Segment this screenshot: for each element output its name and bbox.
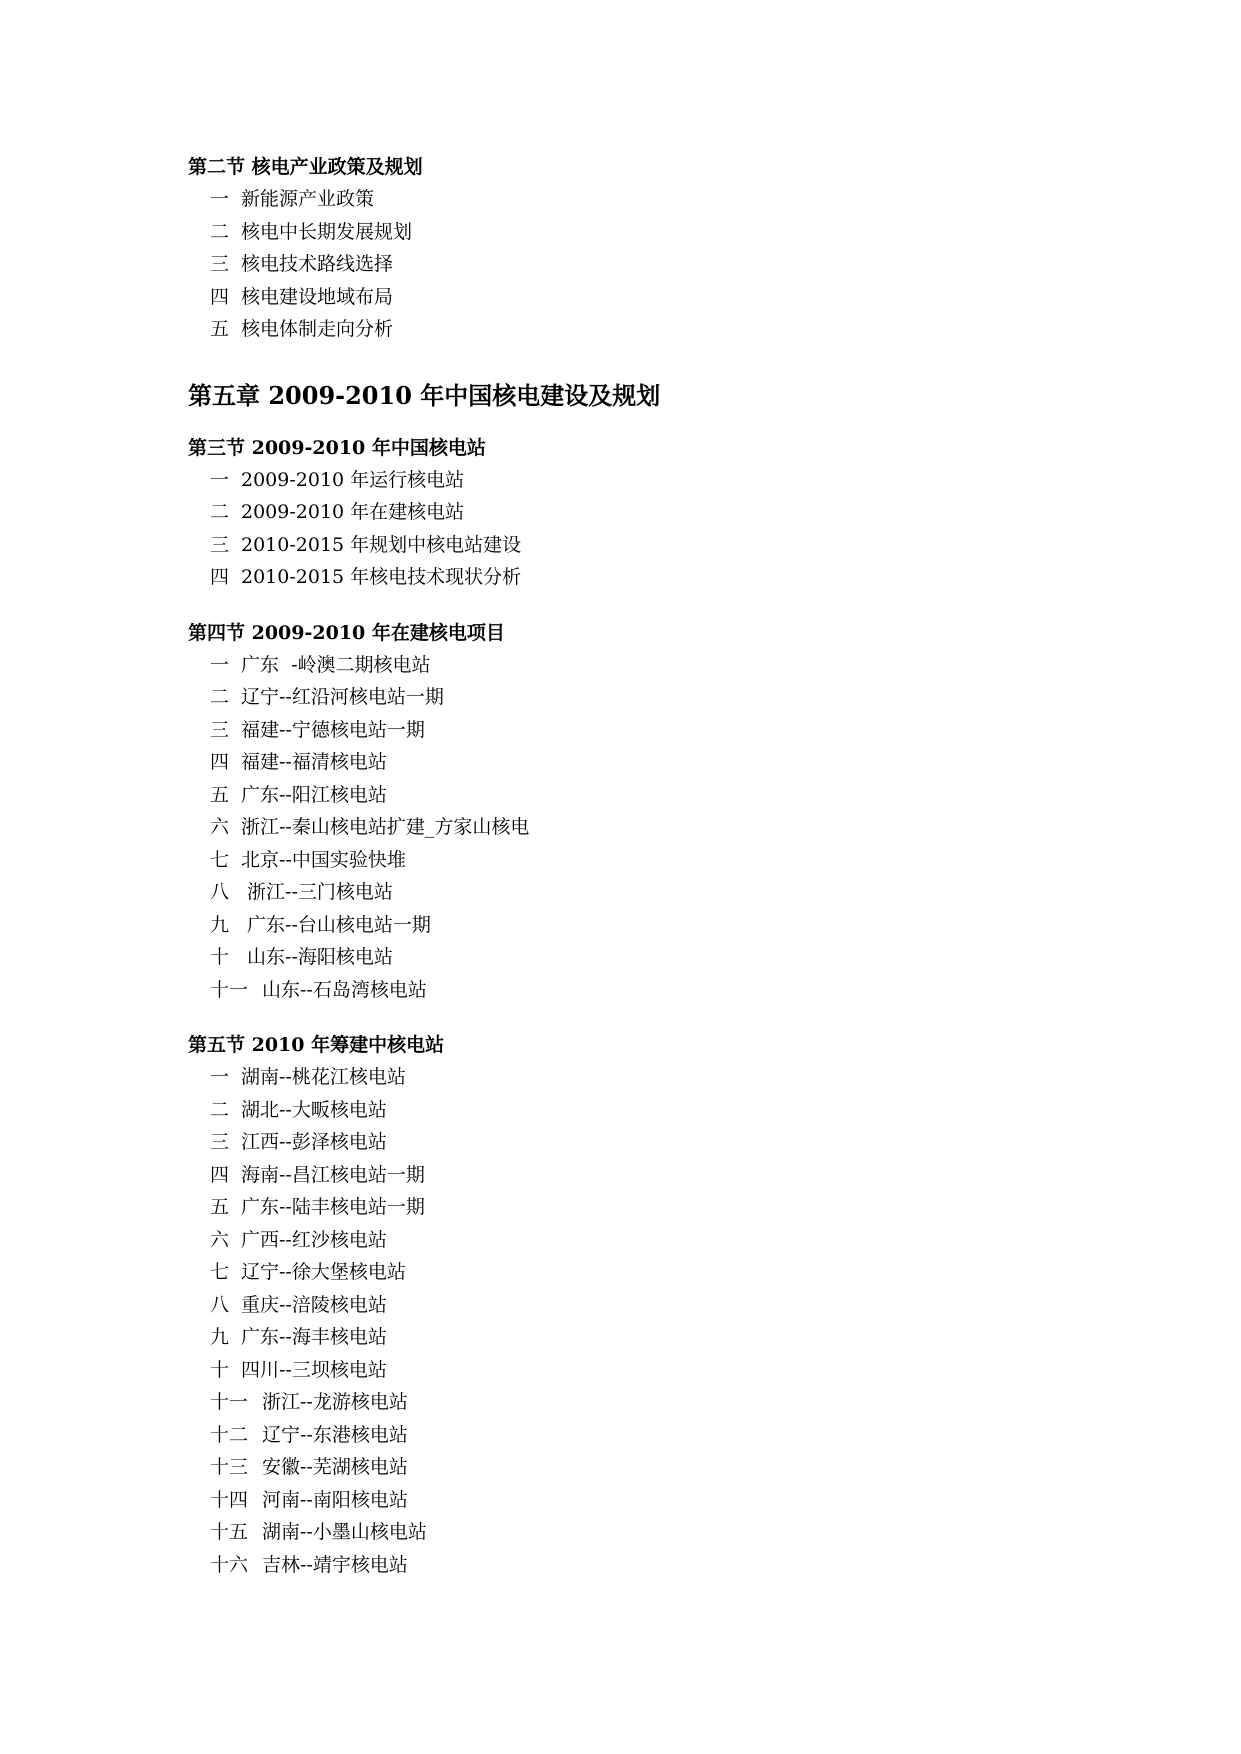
- toc-item: [188, 1354, 1088, 1387]
- toc-item-text: 广东--陆丰核电站一期: [241, 1196, 425, 1218]
- toc-item: [188, 1484, 1088, 1517]
- toc-item-number: 九: [210, 1326, 230, 1348]
- toc-item: [188, 1094, 1088, 1127]
- toc-item-text: 2010-2015 年规划中核电站建设: [241, 533, 522, 556]
- toc-item: [188, 1256, 1088, 1289]
- toc-item-number: 十: [210, 946, 230, 968]
- toc-item: [188, 1321, 1088, 1354]
- toc-item: [188, 681, 1088, 714]
- spacer: [188, 594, 1088, 617]
- toc-item: [188, 1289, 1088, 1322]
- toc-item: [188, 1386, 1088, 1419]
- toc-item-number: 六: [210, 1228, 230, 1251]
- toc-item-text: 2010-2015 年核电技术现状分析: [241, 566, 522, 588]
- toc-item-number: 八: [210, 881, 230, 903]
- toc-item-number: 一: [210, 1066, 230, 1088]
- toc-item: [188, 1126, 1088, 1159]
- toc-item-number: 一: [210, 653, 230, 676]
- toc-item-number: 十四: [210, 1488, 249, 1511]
- toc-item-number: 二: [210, 1098, 230, 1121]
- section-4-list: [188, 649, 1088, 1007]
- toc-item: [188, 529, 1088, 562]
- toc-item-number: 二: [210, 220, 230, 243]
- toc-item-number: 七: [210, 848, 230, 871]
- toc-item: [188, 1191, 1088, 1224]
- toc-item-number: 七: [210, 1261, 230, 1283]
- toc-item: [188, 281, 1088, 314]
- toc-item-text: 核电体制走向分析: [241, 318, 394, 340]
- toc-item-text: 吉林--靖宇核电站: [262, 1553, 408, 1576]
- toc-item-text: 江西--彭泽核电站: [241, 1131, 387, 1153]
- toc-item: [188, 844, 1088, 877]
- toc-item-text: 辽宁--红沿河核电站一期: [241, 686, 444, 708]
- toc-item-text: 安徽--芜湖核电站: [262, 1456, 408, 1478]
- toc-item-number: 十: [210, 1358, 230, 1381]
- toc-item-text: 河南--南阳核电站: [262, 1488, 408, 1511]
- toc-item-text: 浙江--秦山核电站扩建_方家山核电: [241, 816, 530, 838]
- toc-item-number: 四: [210, 566, 230, 588]
- toc-item-text: 广东 -岭澳二期核电站: [241, 653, 431, 676]
- section-2-title: 第二节 核电产业政策及规划: [188, 156, 423, 178]
- toc-item-text: 福建--宁德核电站一期: [241, 718, 425, 741]
- toc-item-text: 浙江--龙游核电站: [262, 1391, 408, 1413]
- toc-item-text: 核电中长期发展规划: [241, 220, 413, 243]
- toc-item-number: 十一: [210, 1391, 249, 1413]
- toc-item: [188, 779, 1088, 812]
- toc-item-number: 三: [210, 253, 230, 275]
- toc-item-text: 核电技术路线选择: [241, 253, 394, 275]
- toc-item-text: 山东--海阳核电站: [241, 946, 393, 968]
- toc-item-text: 山东--石岛湾核电站: [262, 978, 427, 1001]
- toc-item-number: 八: [210, 1293, 230, 1316]
- toc-item: [188, 941, 1088, 974]
- toc-item-number: 四: [210, 285, 230, 308]
- section-5-list: [188, 1061, 1088, 1581]
- toc-item: [188, 464, 1088, 497]
- section-5-title: 第五节 2010 年筹建中核电站: [188, 1034, 445, 1056]
- toc-item-text: 2009-2010 年在建核电站: [241, 501, 465, 523]
- toc-item: [188, 561, 1088, 594]
- toc-item-text: 重庆--涪陵核电站: [241, 1293, 387, 1316]
- toc-item-number: 十三: [210, 1456, 249, 1478]
- toc-item-number: 十一: [210, 978, 249, 1001]
- spacer: [188, 346, 1088, 376]
- toc-item-number: 十六: [210, 1553, 249, 1576]
- toc-item: [188, 1224, 1088, 1257]
- toc-item-number: 三: [210, 533, 230, 556]
- toc-item-number: 五: [210, 318, 230, 340]
- toc-item: [188, 876, 1088, 909]
- document-page: [188, 151, 1088, 1581]
- toc-item-number: 九: [210, 913, 230, 936]
- toc-item-text: 湖南--桃花江核电站: [241, 1066, 406, 1088]
- section-4-title: 第四节 2009-2010 年在建核电项目: [188, 621, 505, 644]
- toc-item-text: 辽宁--东港核电站: [262, 1423, 408, 1446]
- chapter-5-title: 第五章 2009-2010 年中国核电建设及规划: [188, 380, 661, 410]
- toc-item: [188, 714, 1088, 747]
- toc-item: [188, 649, 1088, 682]
- toc-item-number: 一: [210, 188, 230, 210]
- toc-item: [188, 811, 1088, 844]
- toc-item-text: 浙江--三门核电站: [241, 881, 393, 903]
- toc-item-number: 五: [210, 783, 230, 806]
- toc-item-text: 北京--中国实验快堆: [241, 848, 406, 871]
- toc-item-text: 四川--三坝核电站: [241, 1358, 387, 1381]
- section-3-title: 第三节 2009-2010 年中国核电站: [188, 436, 486, 459]
- toc-item: [188, 1159, 1088, 1192]
- toc-item: [188, 1516, 1088, 1549]
- toc-item-number: 十二: [210, 1423, 249, 1446]
- toc-item: [188, 1451, 1088, 1484]
- toc-item: [188, 313, 1088, 346]
- toc-item-number: 三: [210, 1131, 230, 1153]
- toc-item-number: 十五: [210, 1521, 249, 1543]
- toc-item: [188, 1549, 1088, 1582]
- toc-item-text: 广西--红沙核电站: [241, 1228, 387, 1251]
- spacer: [188, 1006, 1088, 1029]
- toc-item-text: 广东--阳江核电站: [241, 783, 387, 806]
- toc-item-number: 二: [210, 501, 230, 523]
- toc-item-text: 核电建设地域布局: [241, 285, 394, 308]
- toc-item-text: 2009-2010 年运行核电站: [241, 468, 465, 491]
- toc-item: [188, 496, 1088, 529]
- section-3-list: [188, 464, 1088, 594]
- toc-item: [188, 746, 1088, 779]
- toc-item-text: 湖南--小墨山核电站: [262, 1521, 427, 1543]
- toc-item-number: 三: [210, 718, 230, 741]
- toc-item-text: 新能源产业政策: [241, 188, 375, 210]
- toc-item-text: 福建--福清核电站: [241, 751, 387, 773]
- toc-item-number: 六: [210, 816, 230, 838]
- toc-item-text: 海南--昌江核电站一期: [241, 1163, 425, 1186]
- toc-item: [188, 974, 1088, 1007]
- toc-item-number: 一: [210, 468, 230, 491]
- toc-item-text: 湖北--大畈核电站: [241, 1098, 387, 1121]
- section-2-list: [188, 183, 1088, 346]
- spacer: [188, 416, 1088, 432]
- toc-item: [188, 1061, 1088, 1094]
- toc-item-number: 四: [210, 1163, 230, 1186]
- toc-item-text: 广东--台山核电站一期: [241, 913, 431, 936]
- toc-item: [188, 183, 1088, 216]
- toc-item-number: 二: [210, 686, 230, 708]
- toc-item: [188, 248, 1088, 281]
- toc-item: [188, 216, 1088, 249]
- toc-item-text: 辽宁--徐大堡核电站: [241, 1261, 406, 1283]
- toc-item-text: 广东--海丰核电站: [241, 1326, 387, 1348]
- toc-item-number: 五: [210, 1196, 230, 1218]
- toc-item-number: 四: [210, 751, 230, 773]
- toc-item: [188, 1419, 1088, 1452]
- toc-item: [188, 909, 1088, 942]
